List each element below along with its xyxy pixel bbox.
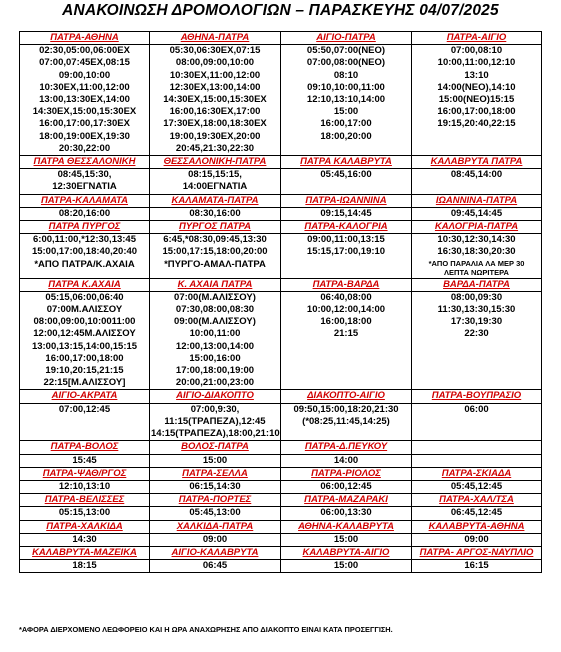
departure-line: 08:00,09:00,10:0011:00 bbox=[33, 316, 136, 328]
route-times bbox=[20, 560, 150, 573]
departure-line: 10:30,12:30,14:30 bbox=[437, 234, 516, 246]
departure-line: 09:00,11:00,13:15 bbox=[307, 234, 385, 246]
departure-line: 09:00 bbox=[202, 533, 228, 545]
departure-line: 6:00,11:00,*12:30,13:45 bbox=[33, 234, 136, 246]
route-header: ΠΑΤΡΑ-ΣΕΛΛΑ bbox=[150, 467, 281, 480]
route-times bbox=[412, 533, 542, 546]
route-header: ΠΑΤΡΑ-ΑΙΓΙΟ bbox=[412, 32, 542, 45]
departure-line: 14:30 bbox=[72, 533, 97, 545]
departure-line: 15:00(ΝΕΟ)15:15 bbox=[438, 94, 515, 106]
departure-line: 10:00,12:00,14:00 bbox=[306, 304, 386, 316]
route-times bbox=[412, 454, 542, 467]
departure-line: 05:30,06:30ΕΧ,07:15 bbox=[169, 45, 261, 57]
departure-line: 14:30ΕΧ,15:00,15:30ΕΧ bbox=[32, 106, 137, 118]
page-title: ΑΝΑΚΟΙΝΩΣΗ ΔΡΟΜΟΛΟΓΙΩΝ – ΠΑΡΑΣΚΕΥΗΣ 04/07/2025 bbox=[62, 2, 499, 19]
route-header: ΠΑΤΡΑ-ΣΚΙΑΔΑ bbox=[412, 467, 542, 480]
route-header: ΠΑΤΡΑ-ΒΑΡΔΑ bbox=[281, 278, 412, 291]
departure-line: 12:30ΕΓΝΑΤΙΑ bbox=[52, 181, 117, 193]
departure-line: 08:20,16:00 bbox=[58, 207, 111, 219]
departure-line: 07:00,08:10 bbox=[450, 45, 503, 57]
departure-line: 12:00,13:00,14:00 bbox=[175, 340, 255, 352]
route-header: ΠΑΤΡΑ-ΠΟΡΤΕΣ bbox=[150, 494, 281, 507]
departure-line: 06:40,08:00 bbox=[320, 291, 372, 303]
departure-line: 07:00,08:00(ΝΕΟ) bbox=[306, 57, 386, 69]
departure-line: 16:00,17:00,18:00 bbox=[45, 352, 124, 364]
departure-line: 07:00Μ.ΑΛΙΣΣΟΥ bbox=[46, 304, 123, 316]
departure-line: 15:00 bbox=[333, 533, 359, 545]
route-times bbox=[20, 480, 150, 493]
route-header: ΑΙΓΙΟ-ΔΙΑΚΟΠΤΟ bbox=[150, 390, 281, 403]
route-times bbox=[20, 291, 150, 390]
departure-line: 15:00 bbox=[333, 560, 359, 572]
departure-line: 09:00,10:00 bbox=[58, 69, 111, 81]
departure-line: 6:45,*08:30,09:45,13:30 bbox=[163, 234, 267, 246]
route-header: ΠΑΤΡΑ-ΒΟΥΠΡΑΣΙΟ bbox=[412, 390, 542, 403]
departure-line: 09:10,10:00,11:00 bbox=[307, 81, 385, 93]
route-times-row bbox=[20, 45, 542, 156]
route-header: ΔΙΑΚΟΠΤΟ-ΑΙΓΙΟ bbox=[281, 390, 412, 403]
route-times bbox=[281, 207, 412, 220]
route-times bbox=[281, 454, 412, 467]
departure-line: 05:45,12:45 bbox=[450, 480, 503, 492]
route-header-row bbox=[20, 441, 542, 454]
departure-line: 11:30,13:30,15:30 bbox=[437, 304, 516, 316]
departure-line: 16:15 bbox=[464, 560, 489, 572]
departure-line: 17:30ΕΧ,18:00,18:30ΕΧ bbox=[163, 118, 267, 130]
departure-line: 10:30ΕΧ,11:00,12:00 bbox=[39, 81, 130, 93]
departure-line: 12:00,12:45Μ.ΑΛΙΣΣΟΥ bbox=[33, 328, 136, 340]
departure-line bbox=[413, 455, 540, 467]
route-header bbox=[412, 441, 542, 454]
route-header-row bbox=[20, 32, 542, 45]
departure-line: 05:45,16:00 bbox=[320, 169, 372, 181]
route-header: ΠΑΤΡΑ Κ.ΑΧΑΙΑ bbox=[20, 278, 150, 291]
departure-line: 08:45,15:30, bbox=[57, 169, 112, 181]
route-header: ΠΑΤΡΑ- ΑΡΓΟΣ-ΝΑΥΠΛΙΟ bbox=[412, 546, 542, 559]
departure-line: 16:00,17:00,17:30ΕΧ bbox=[39, 118, 130, 130]
route-header: ΑΙΓΙΟ-ΑΚΡΑΤΑ bbox=[20, 390, 150, 403]
route-header: ΠΥΡΓΟΣ ΠΑΤΡΑ bbox=[150, 221, 281, 234]
departure-line: 14:15(ΤΡΑΠΕΖΑ),18:00,21:10 bbox=[151, 428, 280, 440]
route-times bbox=[150, 45, 281, 156]
departure-line: 13:00,13:30ΕΧ,14:00 bbox=[39, 94, 130, 106]
departure-line: 09:00 bbox=[464, 533, 489, 545]
route-times bbox=[412, 403, 542, 441]
departure-line: 18:00,20:00 bbox=[320, 130, 372, 142]
route-header: ΧΑΛΚΙΔΑ-ΠΑΤΡΑ bbox=[150, 520, 281, 533]
route-header: ΘΕΣΣΑΛΟΝΙΚΗ-ΠΑΤΡΑ bbox=[150, 156, 281, 169]
route-header-row bbox=[20, 390, 542, 403]
departure-line: 20:30,22:00 bbox=[58, 142, 111, 154]
route-times-row bbox=[20, 507, 542, 520]
route-header: ΚΑΛΟΓΡΙΑ-ΠΑΤΡΑ bbox=[412, 221, 542, 234]
route-times bbox=[20, 169, 150, 194]
departure-line: 08:15,15:15, bbox=[188, 169, 242, 181]
departure-line: *ΑΠΟ ΠΑΤΡΑ/Κ.ΑΧΑΙΑ bbox=[34, 258, 135, 270]
departure-line: 15:00,16:00 bbox=[189, 352, 241, 364]
departure-line: 18:15 bbox=[72, 560, 97, 572]
route-header: ΒΑΡΔΑ-ΠΑΤΡΑ bbox=[412, 278, 542, 291]
route-header: ΠΑΤΡΑ-ΑΘΗΝΑ bbox=[20, 32, 150, 45]
route-times bbox=[150, 454, 281, 467]
departure-line: 20:45,21:30,22:30 bbox=[175, 142, 255, 154]
route-times bbox=[20, 45, 150, 156]
route-times bbox=[150, 403, 281, 441]
route-header: ΑΘΗΝΑ-ΚΑΛΑΒΡΥΤΑ bbox=[281, 520, 412, 533]
route-header: ΠΑΤΡΑ-ΙΩΑΝΝΙΝΑ bbox=[281, 194, 412, 207]
route-times-row bbox=[20, 169, 542, 194]
route-times bbox=[281, 169, 412, 194]
departure-line: 15:00,17:15,18:00,20:00 bbox=[162, 246, 268, 258]
departure-line: 06:00,12:45 bbox=[320, 480, 372, 492]
route-times bbox=[412, 234, 542, 278]
route-header: ΠΑΤΡΑ-ΧΑΛ/ΤΣΑ bbox=[412, 494, 542, 507]
departure-line: 15:45 bbox=[72, 454, 97, 466]
route-header: ΠΑΤΡΑ-Δ.ΠΕΥΚΟΥ bbox=[281, 441, 412, 454]
departure-line: 17:00,18:00,19:00 bbox=[175, 365, 255, 377]
route-header: ΠΑΤΡΑ-ΒΟΛΟΣ bbox=[20, 441, 150, 454]
route-header: ΠΑΤΡΑ-ΧΑΛΚΙΔΑ bbox=[20, 520, 150, 533]
departure-line: 10:00,11:00,12:10 bbox=[437, 57, 516, 69]
departure-line: *ΠΥΡΓΟ-ΑΜΑΛ-ΠΑΤΡΑ bbox=[164, 258, 266, 270]
departure-line: 06:45 bbox=[202, 560, 228, 572]
route-header: ΚΑΛΑΒΡΥΤΑ-ΑΘΗΝΑ bbox=[412, 520, 542, 533]
route-times bbox=[412, 291, 542, 390]
route-times-row bbox=[20, 291, 542, 390]
departure-line: 06:45,12:45 bbox=[450, 507, 503, 519]
departure-line: 21:15 bbox=[333, 328, 359, 340]
small-note-line: ΛΕΠΤΑ ΝΩΡΙΤΕΡΑ bbox=[444, 268, 509, 278]
route-header: ΠΑΤΡΑ-ΨΑΘ/ΡΓΟΣ bbox=[20, 467, 150, 480]
route-times bbox=[150, 533, 281, 546]
departure-line: 14:30ΕΧ,15:00,15:30ΕΧ bbox=[163, 94, 267, 106]
route-times bbox=[20, 454, 150, 467]
route-times bbox=[150, 507, 281, 520]
departure-line: 16:30,18:30,20:30 bbox=[437, 246, 516, 258]
route-header: ΚΑΛΑΒΡΥΤΑ ΠΑΤΡΑ bbox=[412, 156, 542, 169]
route-times bbox=[281, 291, 412, 390]
route-header-row bbox=[20, 278, 542, 291]
route-header: ΠΑΤΡΑ ΚΑΛΑΒΡΥΤΑ bbox=[281, 156, 412, 169]
small-note-line: *ΑΠΟ ΠΑΡΑΛΙΑ ΛΑ ΜΕΡ 30 bbox=[428, 258, 525, 268]
route-times bbox=[281, 560, 412, 573]
departure-line: 06:00 bbox=[464, 403, 489, 415]
route-times bbox=[281, 45, 412, 156]
route-header: ΑΙΓΙΟ-ΚΑΛΑΒΡΥΤΑ bbox=[150, 546, 281, 559]
route-times bbox=[281, 507, 412, 520]
route-header: ΚΑΛΑΜΑΤΑ-ΠΑΤΡΑ bbox=[150, 194, 281, 207]
departure-line: 05:45,13:00 bbox=[189, 507, 241, 519]
route-header-row bbox=[20, 494, 542, 507]
route-header-row bbox=[20, 221, 542, 234]
route-times bbox=[150, 234, 281, 278]
route-times bbox=[412, 45, 542, 156]
departure-line: 14:00ΕΓΝΑΤΙΑ bbox=[182, 181, 248, 193]
route-times bbox=[150, 480, 281, 493]
departure-line: 06:00,13:30 bbox=[320, 507, 372, 519]
departure-line: 05:50,07:00(ΝΕΟ) bbox=[306, 45, 386, 57]
route-times bbox=[412, 507, 542, 520]
route-header: ΠΑΤΡΑ-ΒΕΛΙΣΣΕΣ bbox=[20, 494, 150, 507]
route-times bbox=[281, 480, 412, 493]
route-header-row bbox=[20, 546, 542, 559]
route-times bbox=[281, 403, 412, 441]
route-times bbox=[412, 169, 542, 194]
departure-line: 08:30,16:00 bbox=[189, 207, 241, 219]
footnote: *ΑΦΟΡΑ ΔΙΕΡΧΟΜΕΝΟ ΛΕΩΦΟΡΕΙΟ ΚΑΙ Η ΩΡΑ ΑΝΑΧΩΡΗΣΗΣ ΑΠΟ ΔΙΑΚΟΠΤΟ ΕΙΝΑΙ ΚΑΤΑ ΠΡΟΣΕΓΓΙΣΗ. bbox=[19, 625, 393, 634]
departure-line: 07:00,07:45ΕΧ,08:15 bbox=[39, 57, 130, 69]
departure-line: 16:00,16:30ΕΧ,17:00 bbox=[169, 106, 261, 118]
route-header: ΠΑΤΡΑ ΠΥΡΓΟΣ bbox=[20, 221, 150, 234]
route-header: ΑΘΗΝΑ-ΠΑΤΡΑ bbox=[150, 32, 281, 45]
departure-line: 22:15[Μ.ΑΛΙΣΣΟΥ] bbox=[43, 377, 126, 389]
route-header: ΠΑΤΡΑ-ΚΑΛΑΜΑΤΑ bbox=[20, 194, 150, 207]
departure-line: 07:00,12:45 bbox=[58, 403, 111, 415]
departure-line: 09:45,14:45 bbox=[450, 207, 503, 219]
departure-line: 11:15(ΤΡΑΠΕΖΑ),12:45 bbox=[164, 415, 266, 427]
departure-line: 15:00 bbox=[333, 106, 359, 118]
departure-line: 22:30 bbox=[464, 328, 489, 340]
departure-line: 13:10 bbox=[464, 69, 489, 81]
route-times-row bbox=[20, 234, 542, 278]
route-header-row bbox=[20, 520, 542, 533]
route-times bbox=[150, 560, 281, 573]
departure-line: 07:00,9:30, bbox=[190, 403, 240, 415]
departure-line: 19:00,19:30ΕΧ,20:00 bbox=[169, 130, 261, 142]
route-header: ΙΩΑΝΝΙΝΑ-ΠΑΤΡΑ bbox=[412, 194, 542, 207]
departure-line: 09:00(Μ.ΑΛΙΣΣΟΥ) bbox=[174, 316, 256, 328]
route-times bbox=[150, 207, 281, 220]
route-times bbox=[412, 480, 542, 493]
departure-line: 17:30,19:30 bbox=[450, 316, 503, 328]
route-times bbox=[150, 169, 281, 194]
departure-line: 15:00,17:00,18:40,20:40 bbox=[31, 246, 138, 258]
departure-line: (*08:25,11:45,14:25) bbox=[302, 415, 390, 427]
departure-line: 16:00,17:00,18:00 bbox=[437, 106, 516, 118]
route-header-row bbox=[20, 156, 542, 169]
route-header: ΑΙΓΙΟ-ΠΑΤΡΑ bbox=[281, 32, 412, 45]
departure-line: 05:15,06:00,06:40 bbox=[45, 291, 124, 303]
route-times-row bbox=[20, 560, 542, 573]
route-times-row bbox=[20, 533, 542, 546]
departure-line: 08:00,09:00,10:00 bbox=[175, 57, 255, 69]
route-header: ΒΟΛΟΣ-ΠΑΤΡΑ bbox=[150, 441, 281, 454]
route-times bbox=[150, 291, 281, 390]
departure-line: 15:15,17:00,19:10 bbox=[306, 246, 386, 258]
departure-line: 06:15,14:30 bbox=[189, 480, 241, 492]
route-header-row bbox=[20, 194, 542, 207]
route-header: ΠΑΤΡΑ ΘΕΣΣΑΛΟΝΙΚΗ bbox=[20, 156, 150, 169]
route-times bbox=[20, 533, 150, 546]
departure-line: 14:00(ΝΕΟ),14:10 bbox=[437, 81, 516, 93]
departure-line: 05:15,13:00 bbox=[58, 507, 111, 519]
departure-line: 18:00,19:00ΕΧ,19:30 bbox=[39, 130, 130, 142]
departure-line: 09:15,14:45 bbox=[320, 207, 372, 219]
departure-line: 10:30ΕΧ,11:00,12:00 bbox=[169, 69, 261, 81]
departure-line: 16:00,17:00 bbox=[320, 118, 372, 130]
route-times-row bbox=[20, 454, 542, 467]
departure-line: 12:30ΕΧ,13:00,14:00 bbox=[169, 81, 261, 93]
route-times bbox=[20, 403, 150, 441]
departure-line: 13:00,13:15,14:00,15:15 bbox=[31, 340, 138, 352]
departure-line: 20:00,21:00,23:00 bbox=[175, 377, 255, 389]
departure-line: 08:00,09:30 bbox=[450, 291, 503, 303]
route-header: ΚΑΛΑΒΡΥΤΑ-ΑΙΓΙΟ bbox=[281, 546, 412, 559]
route-header: Κ. ΑΧΑΙΑ ΠΑΤΡΑ bbox=[150, 278, 281, 291]
departure-line: 14:00 bbox=[333, 454, 359, 466]
route-header: ΠΑΤΡΑ-ΚΑΛΟΓΡΙΑ bbox=[281, 221, 412, 234]
departure-line: 19:15,20:40,22:15 bbox=[437, 118, 516, 130]
route-header: ΠΑΤΡΑ-ΡΙΟΛΟΣ bbox=[281, 467, 412, 480]
departure-line: 15:00 bbox=[202, 454, 228, 466]
departure-line: 16:00,18:00 bbox=[320, 316, 372, 328]
route-times bbox=[20, 507, 150, 520]
departure-line: 02:30,05:00,06:00ΕΧ bbox=[39, 45, 130, 57]
departure-line: 08:45,14:00 bbox=[450, 169, 503, 181]
departure-line: 08:10 bbox=[333, 69, 359, 81]
route-times-row bbox=[20, 480, 542, 493]
route-header: ΚΑΛΑΒΡΥΤΑ-ΜΑΖΕΙΚΑ bbox=[20, 546, 150, 559]
route-times bbox=[412, 207, 542, 220]
route-times bbox=[20, 234, 150, 278]
route-header-row bbox=[20, 467, 542, 480]
departure-line: 12:10,13:10 bbox=[58, 480, 111, 492]
departure-line: 07:00(Μ.ΑΛΙΣΣΟΥ) bbox=[174, 291, 256, 303]
departure-line: 09:50,15:00,18:20,21:30 bbox=[293, 403, 399, 415]
route-times bbox=[281, 533, 412, 546]
departure-line: 10:00,11:00 bbox=[189, 328, 241, 340]
departure-line: 12:10,13:10,14:00 bbox=[306, 94, 386, 106]
route-times-row bbox=[20, 403, 542, 441]
route-times bbox=[412, 560, 542, 573]
route-times bbox=[20, 207, 150, 220]
route-times-row bbox=[20, 207, 542, 220]
departure-line: 19:10,20:15,21:15 bbox=[45, 365, 124, 377]
route-header: ΠΑΤΡΑ-ΜΑΖΑΡΑΚΙ bbox=[281, 494, 412, 507]
schedule-table bbox=[19, 31, 542, 573]
route-times bbox=[281, 234, 412, 278]
departure-line: 07:30,08:00,08:30 bbox=[175, 304, 255, 316]
